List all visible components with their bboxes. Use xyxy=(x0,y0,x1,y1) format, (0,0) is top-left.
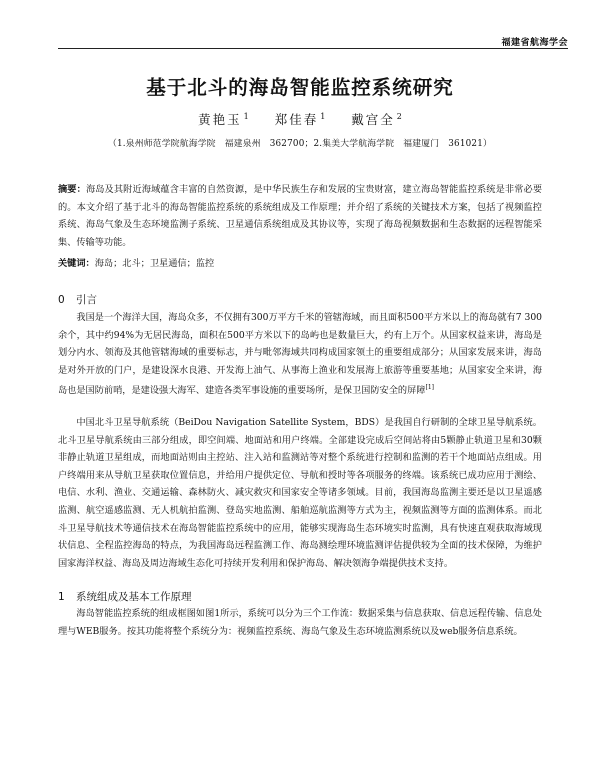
author: 戴宫全 $^2$ xyxy=(351,111,402,127)
author: 黄艳玉 $^1$ xyxy=(198,111,249,127)
abstract-label: 摘要： xyxy=(58,184,86,195)
author: 郑佳春 $^1$ xyxy=(274,111,326,127)
keywords-text: 海岛；北斗；卫星通信；监控 xyxy=(94,258,215,269)
paragraph: 我国是一个海洋大国，海岛众多，不仅拥有300万平方千米的管辖海域，而且面积500平方米以上的海岛就有7 300余个，其中约94%为无居民海岛，面积在500平方米以下的岛屿也是数量巨大，约有上万个。从国家权益来讲，海岛是划分内水、领海及其他管辖海域的重要标志，并与毗邻海域共同构成国家领土的重要组成部分；从国家发展来讲，海岛是对外开放的门户，是建设深水良港、开发海上油气、从事海上渔业和发展海上旅游等重要基地；从国家安全来讲，海岛也是国防前哨，是建设强大海军、建造各类军事设施的重要场所，是保卫国防安全的屏障[1] xyxy=(58,312,543,397)
paragraph: 中国北斗卫星导航系统（BeiDou Navigation Satellite System，BDS）是我国自行研制的全球卫星导航系统。北斗卫星导航系统由三部分组成，即空间端、地面站和用户终端。全部建设完成后空间站将由5颗静止轨道卫星和30颗非静止轨道卫星组成，而地面站则由主控站、注入站和监测站等对整个系统进行控制和监测的若干个地面站点组成。用户终端用来从导航卫星获取位置信息，并给用户提供定位、导航和授时等各项服务的终端。该系统已成功应用于测绘、电信、水利、渔业、交通运输、森林防火、减灾救灾和国家安全等诸多领域。目前，我国海岛监测主要还是以卫星遥感监测、航空遥感监测、无人机航拍监测、登岛实地监测、船舶巡航监测等方式为主，视频监测等方面的监测体系。而北斗卫星导航技术等通信技术在海岛智能监控系统中的应用，能够实现海岛生态环境实时监测，具有快速直观获取海域现状信息、全程监控海岛的特点，为我国海岛远程监测工作、海岛测绘理环境监测评估提供较为全面的技术保障，为维护国家海洋权益、海岛及周边海域生态化可持续开发利用和保护海岛、解决领海争端提供技术支持。 xyxy=(58,417,542,569)
keywords xyxy=(58,255,542,269)
citation-mark: [1] xyxy=(425,384,434,392)
affiliation: （1.泉州师范学院航海学院 福建泉州 362700；2.集美大学航海学院 福建厦门 361021） xyxy=(107,139,493,149)
keywords-label: 关键词： xyxy=(58,258,95,269)
section-heading: 0 引言 xyxy=(58,294,97,306)
paragraph: 海岛智能监控系统的组成框图如图1所示，系统可以分为三个工作流：数据采集与信息获取、信息远程传输、信息处理与WEB服务。按其功能将整个系统分为：视频监控系统、海岛气象及生态环境监测系统以及web服务信息系统。 xyxy=(58,608,542,637)
abstract xyxy=(58,181,542,251)
paper-title: 基于北斗的海岛智能监控系统研究 xyxy=(146,76,454,99)
abstract-text: 海岛及其附近海域蕴含丰富的自然资源，是中华民族生存和发展的宝贵财富，建立海岛智能监控系统是非常必要的。本文介绍了基于北斗的海岛智能监控系统的系统组成及工作原理；并介绍了系统的关键技术方案，包括了视频监控系统、海岛气象及生态环境监测子系统、卫星通信系统组成及其协议等，实现了海岛视频数据和生态数据的远程智能采集、传输等功能。 xyxy=(58,184,543,248)
section-heading: 1 系统组成及基本工作原理 xyxy=(58,591,192,603)
header-rule xyxy=(58,48,568,49)
journal-name: 福建省航海学会 xyxy=(501,38,568,48)
author-list xyxy=(0,110,600,128)
